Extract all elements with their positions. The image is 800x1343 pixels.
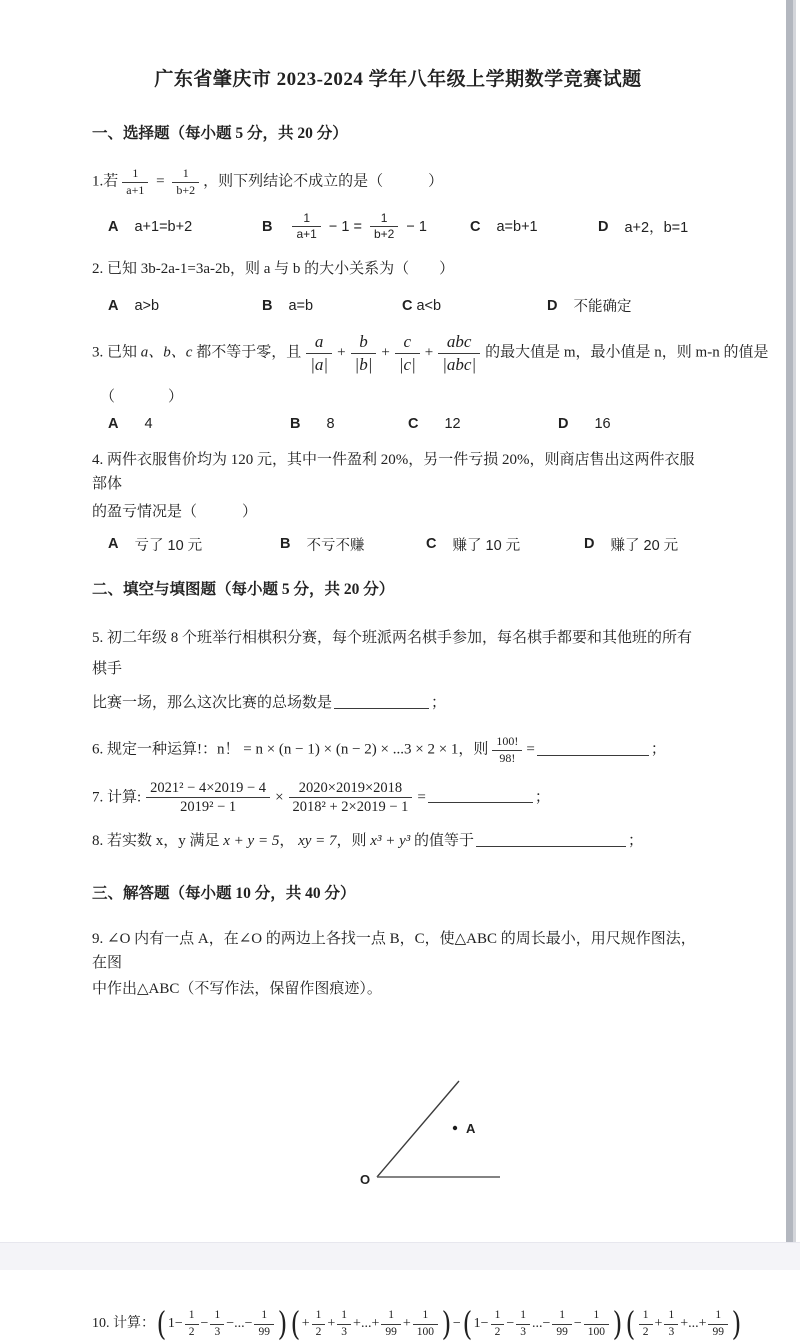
option-value: 不亏不赚 bbox=[306, 537, 365, 554]
fraction-numerator: 1 bbox=[491, 1309, 505, 1324]
option-label: C bbox=[426, 536, 437, 553]
option-value: a+1=b+2 bbox=[134, 218, 193, 235]
formula-text: xy = 7 bbox=[298, 832, 337, 849]
fraction bbox=[146, 780, 270, 816]
angle-diagram bbox=[340, 1067, 520, 1195]
fraction-numerator: 1 bbox=[172, 167, 199, 183]
fraction-denominator: 100 bbox=[416, 1325, 434, 1338]
formula-text: − bbox=[200, 1316, 209, 1332]
formula-text: + bbox=[424, 344, 434, 361]
formula-text: x³ + y³ bbox=[370, 832, 411, 849]
fraction-numerator: c bbox=[395, 332, 420, 354]
option-label: A bbox=[108, 218, 119, 235]
big-paren: ( bbox=[290, 1304, 301, 1343]
fraction-denominator: 99 bbox=[556, 1325, 568, 1338]
fraction bbox=[172, 167, 199, 198]
fraction-denominator: b+2 bbox=[373, 227, 395, 242]
fraction bbox=[185, 1309, 199, 1338]
formula-text: = bbox=[526, 741, 535, 758]
q3-options bbox=[92, 416, 704, 432]
fraction bbox=[492, 735, 522, 766]
formula-text: + bbox=[402, 1316, 411, 1332]
fraction bbox=[395, 332, 420, 374]
q2-option-b bbox=[262, 298, 402, 314]
formula-text: 3. 已知 bbox=[92, 344, 141, 361]
fraction-numerator: 1 bbox=[185, 1309, 199, 1324]
big-paren: ) bbox=[441, 1304, 452, 1343]
formula-text: + bbox=[327, 1316, 336, 1332]
fraction bbox=[381, 1309, 401, 1338]
option-value: 12 bbox=[444, 415, 461, 432]
fraction-numerator: 1 bbox=[708, 1309, 728, 1324]
option-label: B bbox=[262, 218, 273, 235]
q3-stem bbox=[92, 332, 769, 374]
option-value: 亏了 10 元 bbox=[134, 537, 203, 554]
formula-text: + bbox=[337, 344, 346, 361]
fraction-denominator: |c| bbox=[398, 354, 416, 374]
fraction-denominator: 2 bbox=[188, 1325, 195, 1338]
fraction bbox=[370, 212, 398, 243]
q9-stem-line1: 9. ∠O 内有一点 A，在∠O 的两边上各找一点 B，C，使△ABC 的周长最小，用尺规作图法，在图 bbox=[92, 931, 696, 972]
option-label: A bbox=[108, 536, 119, 553]
fraction bbox=[639, 1309, 653, 1338]
fraction-denominator: 3 bbox=[341, 1325, 348, 1338]
fraction-denominator: 2018² + 2×2019 − 1 bbox=[292, 799, 409, 816]
big-paren: ) bbox=[277, 1304, 288, 1343]
formula-text: a、b、c bbox=[140, 344, 193, 361]
formula-text: ； bbox=[628, 832, 644, 849]
fraction-numerator: 1 bbox=[552, 1309, 572, 1324]
q2-stem: 2. 已知 3b-2a-1=3a-2b，则 a 与 b 的大小关系为（ ） bbox=[92, 261, 455, 278]
fraction-numerator: b bbox=[351, 332, 377, 354]
fraction-denominator: 3 bbox=[668, 1325, 675, 1338]
point-a-label: A bbox=[466, 1121, 476, 1137]
big-paren: ( bbox=[156, 1304, 167, 1343]
q2-option-d bbox=[547, 295, 631, 316]
fraction-denominator: 98! bbox=[499, 750, 516, 765]
option-label: C bbox=[408, 415, 419, 432]
fraction-denominator: 99 bbox=[258, 1325, 270, 1338]
fraction bbox=[292, 212, 320, 243]
formula-text: = bbox=[152, 173, 169, 190]
fraction bbox=[708, 1309, 728, 1338]
q3-option-b bbox=[290, 416, 408, 432]
formula-text: ； bbox=[650, 741, 666, 758]
section1-heading: 一、选择题（每小题 5 分，共 20 分） bbox=[92, 125, 348, 142]
formula-text: 8. 若实数 x，y 满足 bbox=[92, 832, 224, 849]
fraction-numerator: 1 bbox=[292, 212, 320, 228]
answer-blank bbox=[537, 741, 649, 756]
option-value: a=b+1 bbox=[496, 218, 538, 235]
option-value: 不能确定 bbox=[573, 299, 632, 316]
q1-options bbox=[92, 212, 704, 243]
fraction-numerator: 1 bbox=[254, 1309, 274, 1324]
q9-figure bbox=[92, 1001, 704, 1253]
angle-upper-ray bbox=[377, 1081, 459, 1177]
option-label: A bbox=[108, 297, 119, 314]
option-label: B bbox=[262, 297, 273, 314]
section3-heading: 三、解答题（每小题 10 分，共 40 分） bbox=[92, 885, 356, 903]
option-value: 8 bbox=[326, 415, 335, 432]
fraction-denominator: 99 bbox=[385, 1325, 397, 1338]
q1-option-a bbox=[108, 219, 262, 235]
viewer-footer-strip bbox=[0, 1242, 800, 1270]
formula-text: 的最大值是 m，最小值是 n，则 m-n 的值是 bbox=[485, 344, 769, 361]
big-paren: ) bbox=[731, 1304, 742, 1343]
fraction-denominator: 3 bbox=[520, 1325, 526, 1338]
formula-text: − 1 bbox=[402, 218, 427, 235]
formula-text: 1− bbox=[473, 1316, 489, 1332]
option-label: D bbox=[598, 218, 609, 235]
fraction-denominator: 3 bbox=[214, 1325, 221, 1338]
q10-stem bbox=[92, 1304, 742, 1343]
formula-text: +...+ bbox=[680, 1316, 707, 1332]
fraction-denominator: a+1 bbox=[296, 227, 317, 242]
q4-option-b bbox=[280, 534, 426, 555]
fraction bbox=[438, 332, 480, 374]
formula-text: + bbox=[654, 1316, 663, 1332]
formula-text: − bbox=[506, 1316, 515, 1332]
q8-stem bbox=[92, 830, 704, 853]
vertex-o-label: O bbox=[360, 1172, 371, 1188]
fraction-numerator: abc bbox=[438, 332, 480, 354]
formula-text: − bbox=[573, 1316, 582, 1332]
fraction bbox=[351, 332, 377, 374]
formula-text: 的值等于 bbox=[410, 832, 474, 849]
page-title: 广东省肇庆市 2023-2024 学年八年级上学期数学竞赛试题 bbox=[154, 69, 642, 90]
big-paren: ( bbox=[462, 1304, 473, 1343]
q4-stem-line2: 的盈亏情况是（ ） bbox=[92, 503, 258, 520]
formula-text: ，则下列结论不成立的是（ ） bbox=[203, 173, 444, 190]
formula-text: ...− bbox=[531, 1316, 551, 1332]
q1-option-c bbox=[470, 219, 598, 235]
fraction bbox=[516, 1309, 530, 1338]
q4-stem-line1: 4. 两件衣服售价均为 120 元，其中一件盈利 20%，另一件亏损 20%，则商店售出这两件衣服部体 bbox=[92, 451, 695, 492]
option-label: D bbox=[558, 415, 569, 432]
fraction-numerator: 2021² − 4×2019 − 4 bbox=[146, 780, 270, 799]
option-value: 赚了 10 元 bbox=[452, 537, 521, 554]
formula-text: × bbox=[275, 789, 284, 806]
q3-answer-parens: （ ） bbox=[100, 388, 186, 405]
option-label: C bbox=[470, 218, 481, 235]
fraction-numerator: 1 bbox=[639, 1309, 653, 1324]
formula-text: ，则 bbox=[336, 832, 371, 849]
fraction-denominator: 2 bbox=[642, 1325, 649, 1338]
q4-option-c bbox=[426, 534, 584, 555]
q2-option-a bbox=[108, 298, 262, 314]
option-value: 4 bbox=[144, 415, 153, 432]
fraction bbox=[210, 1309, 224, 1338]
fraction-denominator: 2019² − 1 bbox=[180, 799, 237, 816]
option-label: B bbox=[280, 536, 291, 553]
formula-text: 1.若 bbox=[92, 173, 119, 190]
q5-stem-line2 bbox=[92, 688, 704, 720]
formula-text: − 1 = bbox=[324, 218, 366, 235]
formula-text: 10. 计算： bbox=[92, 1316, 155, 1332]
fraction-numerator: 1 bbox=[210, 1309, 224, 1324]
fraction-numerator: 100! bbox=[492, 735, 522, 751]
fraction-numerator: 1 bbox=[337, 1309, 351, 1324]
option-label: D bbox=[584, 536, 595, 553]
fraction bbox=[312, 1309, 326, 1338]
option-label: D bbox=[547, 297, 558, 314]
fraction bbox=[413, 1309, 438, 1338]
formula-text: −...− bbox=[226, 1316, 253, 1332]
fraction-denominator: b+2 bbox=[176, 182, 196, 197]
big-paren: ( bbox=[625, 1304, 636, 1343]
big-paren: ) bbox=[612, 1304, 623, 1343]
q9-stem-line2: 中作出△ABC（不写作法，保留作图痕迹）。 bbox=[92, 981, 382, 998]
formula-text: = bbox=[417, 789, 426, 806]
option-value: a<b bbox=[416, 297, 442, 314]
formula-text: +...+ bbox=[353, 1316, 380, 1332]
fraction-denominator: 99 bbox=[712, 1325, 724, 1338]
formula-text: 6. 规定一种运算!：n！ = n × (n − 1) × (n − 2) × ...3 × 2 × 1，则 bbox=[92, 741, 489, 758]
formula-text: ； bbox=[431, 694, 447, 711]
q3-option-a bbox=[108, 416, 290, 432]
q1-option-b bbox=[262, 212, 470, 243]
q4-option-a bbox=[108, 534, 280, 555]
formula-text: + bbox=[301, 1316, 310, 1332]
formula-text: 比赛一场，那么这次比赛的总场数是 bbox=[92, 694, 333, 711]
fraction-denominator: 2 bbox=[315, 1325, 322, 1338]
fraction-numerator: 1 bbox=[312, 1309, 326, 1324]
formula-text: ； bbox=[534, 789, 550, 806]
q2-option-c bbox=[402, 298, 547, 314]
fraction-numerator: 1 bbox=[664, 1309, 678, 1324]
q7-stem bbox=[92, 780, 704, 816]
fraction-denominator: a+1 bbox=[126, 182, 145, 197]
fraction-numerator: 2020×2019×2018 bbox=[289, 780, 413, 799]
option-value: 16 bbox=[594, 415, 611, 432]
answer-blank bbox=[428, 788, 533, 803]
q1-option-d bbox=[598, 216, 688, 237]
fraction-numerator: a bbox=[306, 332, 332, 354]
q3-option-d bbox=[558, 416, 611, 432]
fraction bbox=[254, 1309, 274, 1338]
fraction-numerator: 1 bbox=[584, 1309, 609, 1324]
fraction bbox=[337, 1309, 351, 1338]
option-label: C bbox=[402, 297, 413, 314]
formula-text: ， bbox=[279, 832, 299, 849]
point-a-dot bbox=[453, 1126, 457, 1130]
fraction bbox=[584, 1309, 609, 1338]
fraction-numerator: 1 bbox=[370, 212, 398, 228]
fraction bbox=[306, 332, 332, 374]
option-value: a=b bbox=[288, 297, 314, 314]
answer-blank bbox=[334, 694, 429, 709]
option-value: a+2，b=1 bbox=[624, 220, 689, 237]
scrollbar-thumb[interactable] bbox=[786, 0, 796, 1242]
fraction-denominator: 100 bbox=[587, 1325, 606, 1338]
fraction-numerator: 1 bbox=[516, 1309, 530, 1324]
q6-stem bbox=[92, 735, 704, 766]
q2-options bbox=[92, 295, 704, 316]
fraction-denominator: |b| bbox=[354, 354, 373, 374]
fraction bbox=[289, 780, 413, 816]
option-value bbox=[288, 212, 426, 243]
option-value: 赚了 20 元 bbox=[610, 537, 679, 554]
formula-text: − bbox=[452, 1316, 461, 1332]
option-label: A bbox=[108, 415, 119, 432]
q1-stem bbox=[92, 167, 704, 198]
fraction bbox=[122, 167, 148, 198]
fraction-numerator: 1 bbox=[122, 167, 148, 183]
option-label: B bbox=[290, 415, 301, 432]
fraction-denominator: 2 bbox=[494, 1325, 501, 1338]
answer-blank bbox=[476, 832, 626, 847]
q5-stem-line1: 5. 初二年级 8 个班举行相棋积分赛，每个班派两名棋手参加，每名棋手都要和其他班的所有棋手 bbox=[92, 629, 693, 678]
q3-option-c bbox=[408, 416, 558, 432]
fraction-denominator: |abc| bbox=[442, 354, 477, 374]
formula-text: x + y = 5 bbox=[223, 832, 280, 849]
fraction bbox=[491, 1309, 505, 1338]
fraction-numerator: 1 bbox=[413, 1309, 438, 1324]
q4-options bbox=[92, 534, 704, 555]
scrollbar-track[interactable] bbox=[786, 0, 800, 1242]
section2-heading: 二、填空与填图题（每小题 5 分，共 20 分） bbox=[92, 580, 395, 598]
q4-option-d bbox=[584, 534, 678, 555]
formula-text: 7. 计算: bbox=[92, 789, 142, 806]
fraction bbox=[552, 1309, 572, 1338]
fraction-numerator: 1 bbox=[381, 1309, 401, 1324]
formula-text: 1− bbox=[167, 1316, 183, 1332]
fraction bbox=[664, 1309, 678, 1338]
fraction-denominator: |a| bbox=[310, 354, 329, 374]
formula-text: + bbox=[381, 344, 390, 361]
option-value: a>b bbox=[134, 297, 160, 314]
formula-text: 都不等于零，且 bbox=[192, 344, 302, 361]
